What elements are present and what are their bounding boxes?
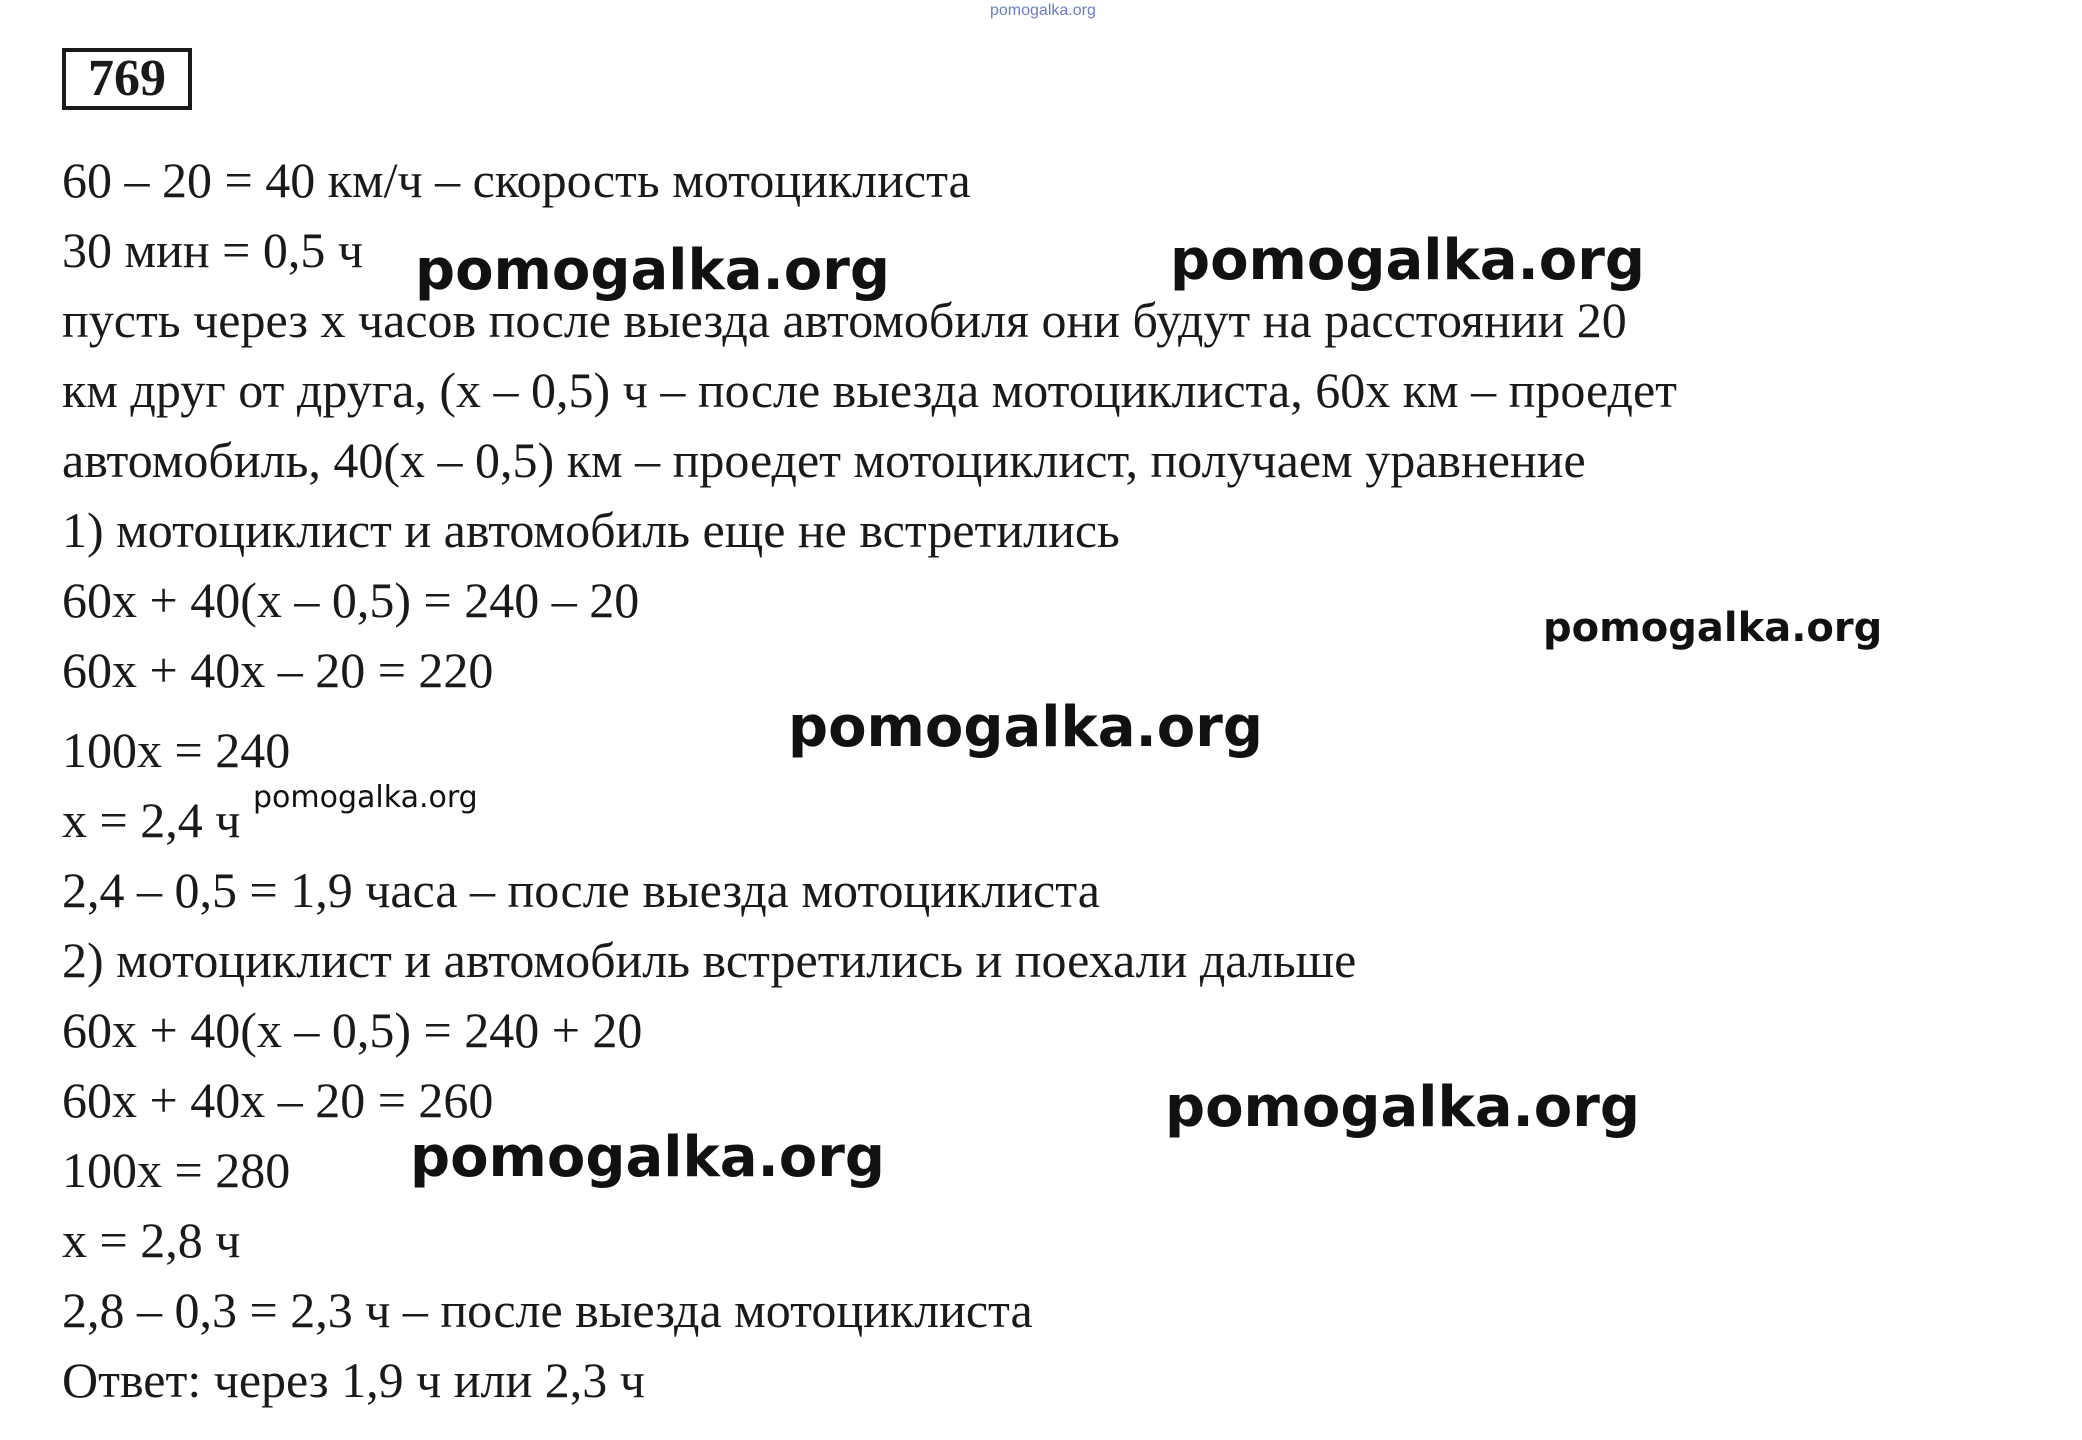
watermark: pomogalka.org	[1170, 228, 1645, 293]
solution-line: 30 мин = 0,5 ч	[62, 222, 364, 278]
watermark: pomogalka.org	[415, 238, 890, 303]
solution-line: 100x = 240	[62, 722, 291, 778]
watermark: pomogalka.org	[788, 695, 1263, 760]
solution-line: 2,8 – 0,3 = 2,3 ч – после выезда мотоциклиста	[62, 1282, 1033, 1338]
solution-line: 60 – 20 = 40 км/ч – скорость мотоциклиста	[62, 152, 971, 208]
watermark: pomogalka.org	[1165, 1075, 1640, 1140]
solution-line: 1) мотоциклист и автомобиль еще не встретились	[62, 502, 1120, 558]
watermark: pomogalka.org	[1543, 605, 1883, 651]
solution-line: 2,4 – 0,5 = 1,9 часа – после выезда мотоциклиста	[62, 862, 1100, 918]
problem-number-box: 769	[62, 48, 192, 110]
solution-line: км друг от друга, (x – 0,5) ч – после выезда мотоциклиста, 60x км – проедет	[62, 362, 1678, 418]
watermark: pomogalka.org	[410, 1125, 885, 1190]
solution-line: 60x + 40x – 20 = 260	[62, 1072, 494, 1128]
solution-line: 100x = 280	[62, 1142, 291, 1198]
solution-line: x = 2,4 ч	[62, 792, 241, 848]
solution-line: x = 2,8 ч	[62, 1212, 241, 1268]
solution-line: Ответ: через 1,9 ч или 2,3 ч	[62, 1352, 645, 1408]
solution-line: пусть через x часов после выезда автомобиля они будут на расстоянии 20	[62, 292, 1627, 348]
solution-line: 60x + 40(x – 0,5) = 240 – 20	[62, 572, 640, 628]
site-watermark-top: pomogalka.org	[990, 2, 1096, 19]
watermark: pomogalka.org	[253, 780, 478, 815]
solution-line: 60x + 40x – 20 = 220	[62, 642, 494, 698]
solution-line: автомобиль, 40(x – 0,5) км – проедет мотоциклист, получаем уравнение	[62, 432, 1586, 488]
solution-line: 2) мотоциклист и автомобиль встретились и поехали дальше	[62, 932, 1357, 988]
solution-line: 60x + 40(x – 0,5) = 240 + 20	[62, 1002, 643, 1058]
